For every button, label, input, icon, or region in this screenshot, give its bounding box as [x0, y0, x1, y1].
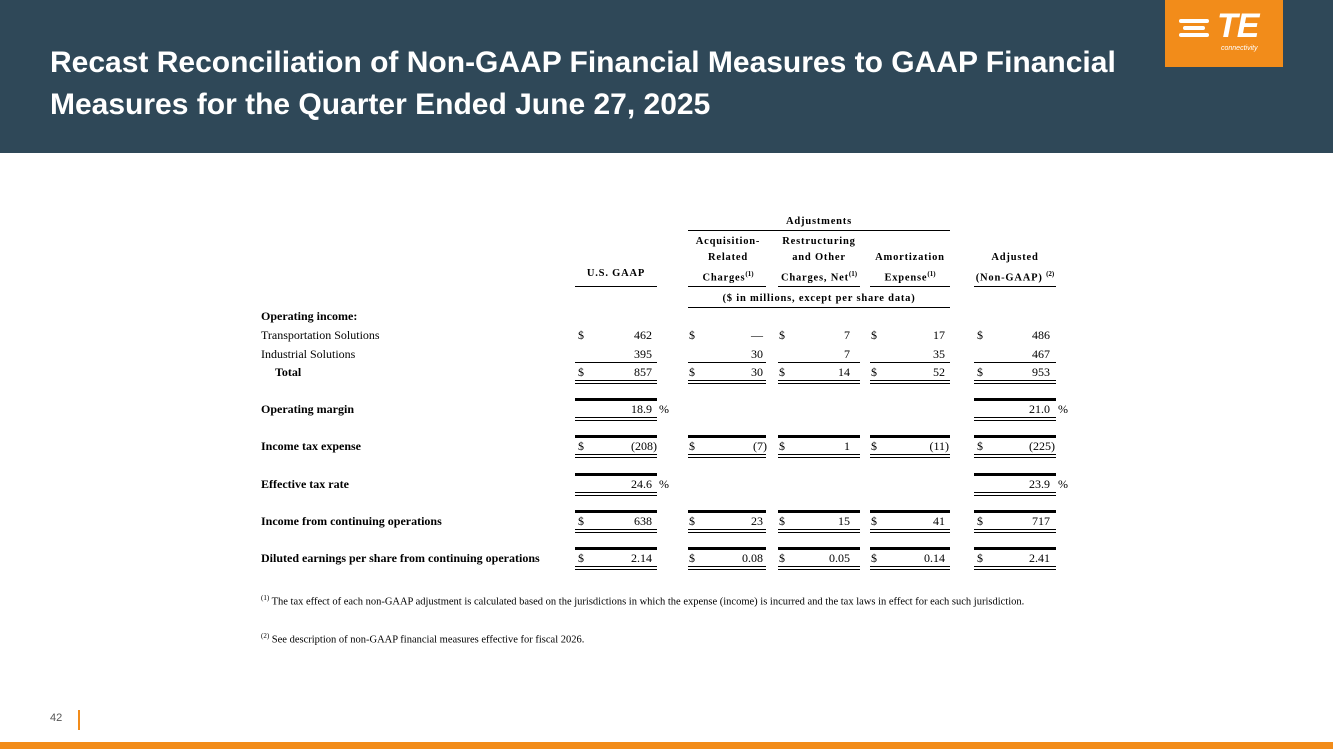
logo-mark: TE [1217, 7, 1259, 45]
header-banner [0, 0, 1333, 153]
page-number: 42 [50, 712, 63, 724]
subtotal-rule [870, 362, 950, 363]
units-note: ($ in millions, except per share data) [722, 293, 916, 304]
footnote-2: $^{(2)}$ See description of non-GAAP financial measures effective for fiscal 2026. [261, 632, 585, 646]
header-rule-amort [870, 286, 950, 287]
te-connectivity-logo [1165, 0, 1283, 67]
acq-header: Acquisition- Related Charges$^{(1)}$ [695, 236, 761, 284]
restr-header: Restructuring and Other Charges, Net$^{(1)}$ [780, 236, 858, 284]
header-rule-gaap [575, 286, 657, 287]
op-income-label: Operating income: [261, 309, 358, 323]
adjustments-header: Adjustments [786, 216, 852, 227]
header-rule-acq [688, 286, 766, 287]
amort-header: Amortization Expense$^{(1)}$ [875, 252, 945, 284]
header-rule-adj [974, 286, 1056, 287]
subtotal-rule [974, 362, 1056, 363]
units-rule [688, 307, 950, 308]
total-double-rule [870, 380, 950, 384]
logo-subtext: connectivity [1221, 45, 1258, 52]
subtotal-rule [575, 362, 657, 363]
adjusted-header: Adjusted (Non-GAAP) $^{(2)}$ [975, 252, 1055, 284]
header-rule-restr [778, 286, 860, 287]
page-number-divider [78, 710, 80, 730]
total-double-rule [575, 380, 657, 384]
subtotal-rule [688, 362, 766, 363]
total-double-rule [688, 380, 766, 384]
total-double-rule [974, 380, 1056, 384]
adjustments-rule [688, 230, 950, 231]
footnote-1: $^{(1)}$ The tax effect of each non-GAAP adjustment is calculated based on the jurisdictions in which the expense (income) is incurred and the tax laws in effect for each such jurisdiction. [261, 594, 1025, 608]
bottom-accent-bar [0, 742, 1333, 749]
total-double-rule [778, 380, 860, 384]
subtotal-rule [778, 362, 860, 363]
us-gaap-header: U.S. GAAP [586, 268, 646, 279]
page-title: Recast Reconciliation of Non-GAAP Financial Measures to GAAP Financial Measures for the Quarter Ended June 27, 2025 [50, 46, 1116, 121]
logo-bars-icon [1179, 19, 1209, 40]
